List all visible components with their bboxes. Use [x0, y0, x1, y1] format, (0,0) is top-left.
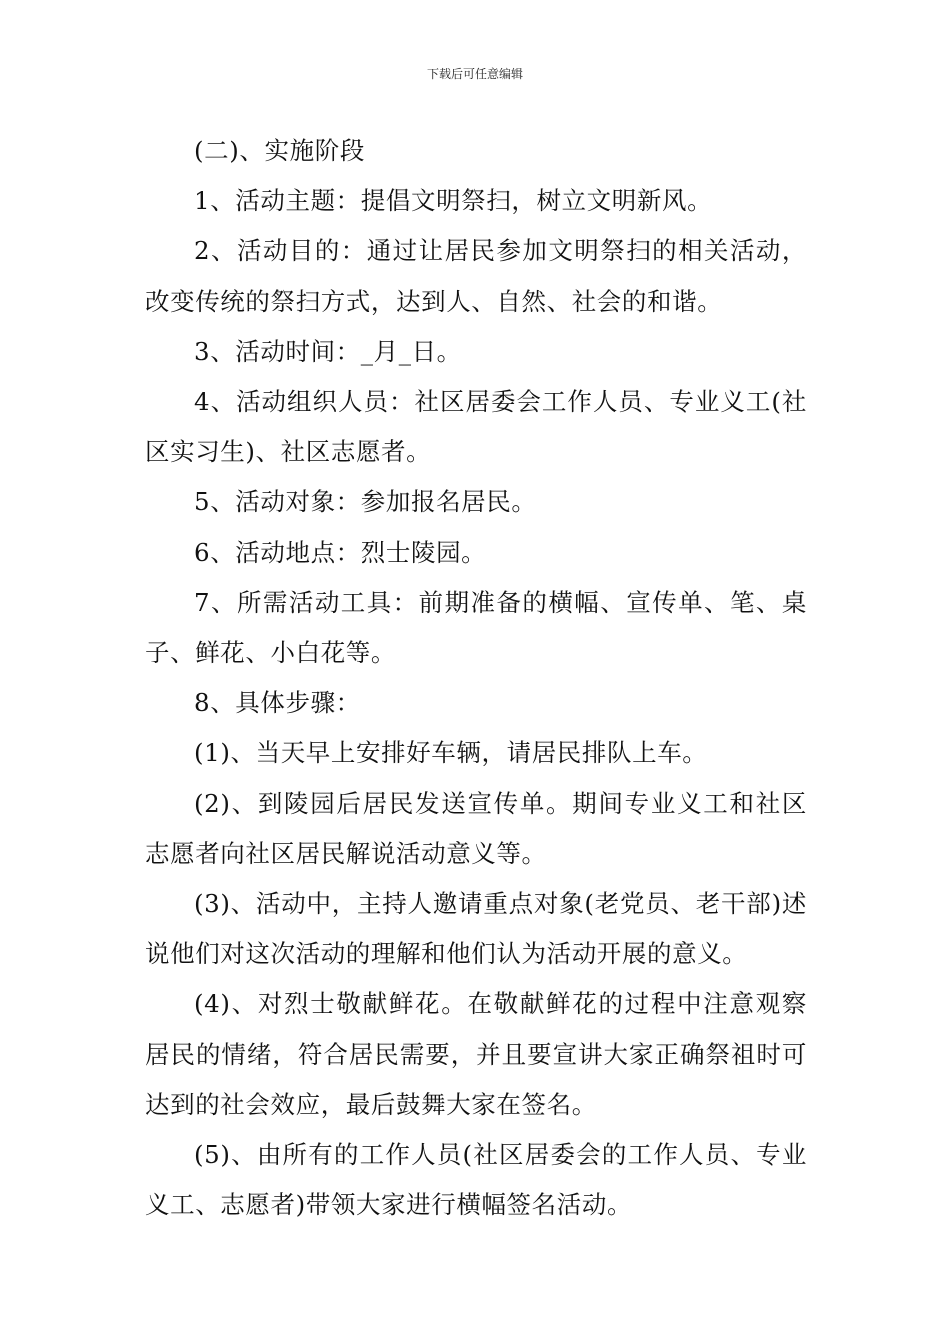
item-organizers: 4、活动组织人员：社区居委会工作人员、专业义工(社区实习生)、社区志愿者。: [145, 387, 807, 467]
item-time: 3、活动时间：_月_日。: [194, 336, 462, 366]
item-tools: 7、所需活动工具：前期准备的横幅、宣传单、笔、桌子、鲜花、小白花等。: [145, 587, 807, 668]
step-2: (2)、到陵园后居民发送宣传单。期间专业义工和社区志愿者向社区居民解说活动意义等。: [145, 788, 807, 868]
item-location: 6、活动地点：烈士陵园。: [194, 537, 487, 567]
page-header-note: 下载后可任意编辑: [426, 67, 523, 81]
item-participants: 5、活动对象：参加报名居民。: [194, 487, 537, 517]
document-body: [145, 126, 807, 1230]
step-1: (1)、当天早上安排好车辆，请居民排队上车。: [194, 738, 708, 768]
step-4: (4)、对烈士敬献鲜花。在敬献鲜花的过程中注意观察居民的情绪，符合居民需要，并且要宣讲大家正确祭祖时可达到的社会效应，最后鼓舞大家在签名。: [145, 989, 807, 1119]
item-purpose: 2、活动目的：通过让居民参加文明祭扫的相关活动，改变传统的祭扫方式，达到人、自然、社会的和谐。: [145, 236, 807, 316]
step-3: (3)、活动中，主持人邀请重点对象(老党员、老干部)述说他们对这次活动的理解和他们认为活动开展的意义。: [145, 889, 807, 969]
item-theme: 1、活动主题：提倡文明祭扫，树立文明新风。: [194, 186, 713, 216]
section-heading: (二)、实施阶段: [194, 136, 365, 165]
item-steps-heading: 8、具体步骤：: [194, 688, 361, 718]
step-5: (5)、由所有的工作人员(社区居委会的工作人员、专业义工、志愿者)带领大家进行横幅签名活动。: [145, 1140, 807, 1220]
